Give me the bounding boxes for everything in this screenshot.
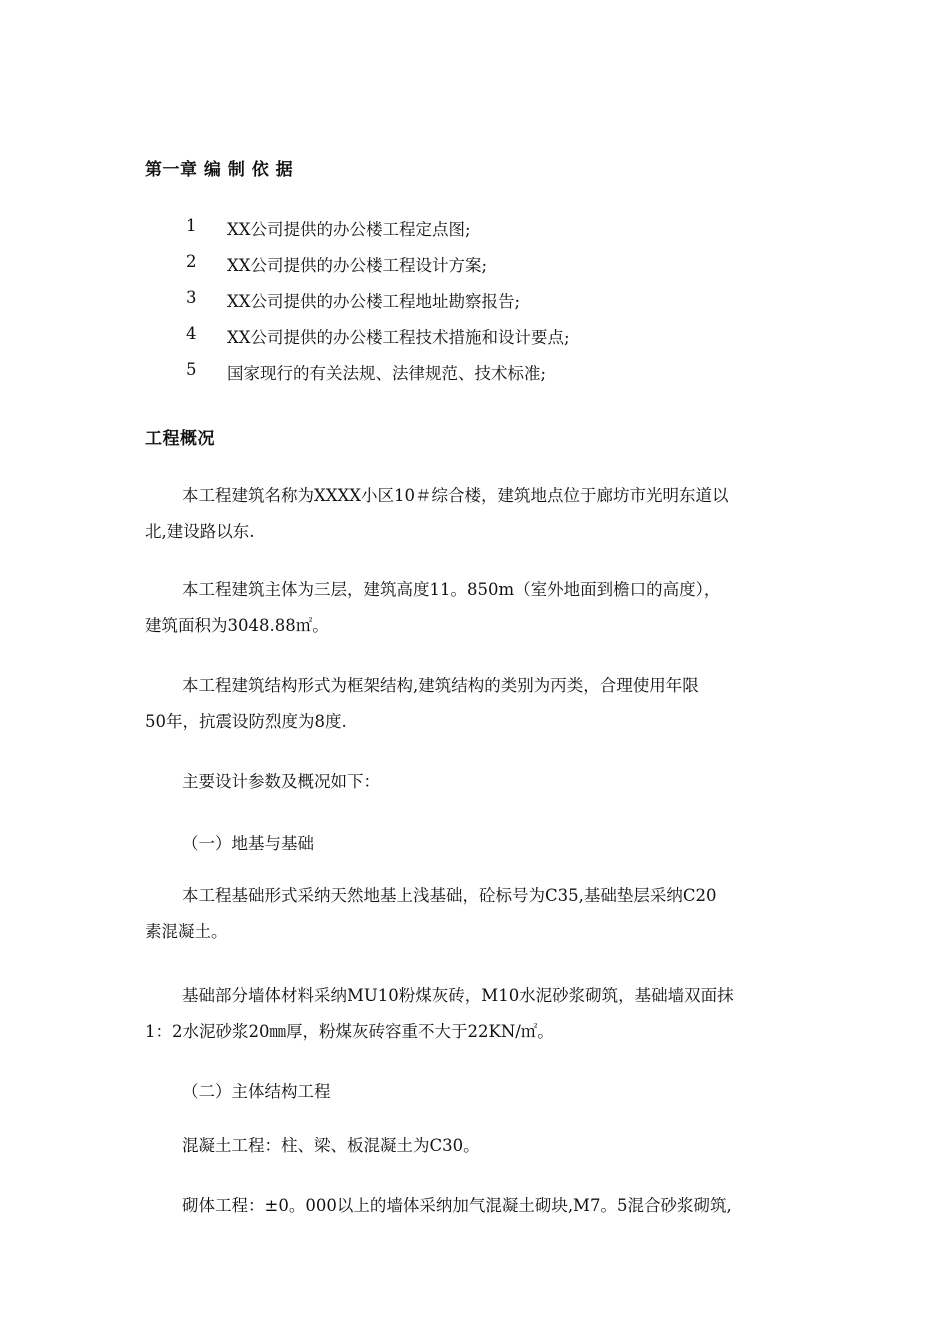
list-item-text: XX公司提供的办公楼工程技术措施和设计要点; [227,328,570,347]
paragraph-line: 本工程建筑名称为XXXX小区10＃综合楼，建筑地点位于廊坊市光明东道以 [182,486,729,505]
paragraph-structure-type [145,668,815,740]
paragraph-line: 本工程建筑主体为三层，建筑高度11。850m（室外地面到檐口的高度）， [182,580,721,599]
subsection-main-structure-heading: （二）主体结构工程 [182,1082,331,1101]
chapter-heading: 第一章 编 制 依 据 [145,160,294,180]
list-item-number: 3 [186,288,197,307]
paragraph-line: 建筑面积为3048.88㎡。 [145,616,329,635]
list-item-number: 1 [186,216,197,235]
list-item [186,288,520,312]
list-item-number: 2 [186,252,197,271]
list-item-number: 4 [186,324,197,343]
list-item [186,252,487,276]
list-item [186,360,546,384]
paragraph-line: 50年，抗震设防烈度为8度. [145,712,347,731]
paragraph-line: 北,建设路以东. [145,522,255,541]
list-item-text: 国家现行的有关法规、法律规范、技术标准; [227,364,547,383]
list-item-number: 5 [186,360,197,379]
paragraph-masonry [145,1188,815,1224]
paragraph-line: 1：2水泥砂浆20㎜厚，粉煤灰砖容重不大于22KN/㎡。 [145,1022,554,1041]
paragraph-line: 本工程基础形式采纳天然地基上浅基础，砼标号为C35,基础垫层采纳C20 [182,886,717,905]
overview-heading: 工程概况 [145,429,215,449]
paragraph-line: 素混凝土。 [145,922,228,941]
paragraph-building-size [145,572,815,644]
paragraph-concrete [145,1128,815,1164]
paragraph-line: 砌体工程：±0。000以上的墙体采纳加气混凝土砌块,M7。5混合砂浆砌筑, [182,1196,732,1215]
paragraph-line: 本工程建筑结构形式为框架结构,建筑结构的类别为丙类，合理使用年限 [182,676,699,695]
list-item-text: XX公司提供的办公楼工程地址勘察报告; [227,292,521,311]
paragraph-foundation-form [145,878,815,950]
paragraph-foundation-walls [145,978,815,1050]
list-item-text: XX公司提供的办公楼工程定点图; [227,220,471,239]
list-item [186,216,471,240]
paragraph-parameters-intro [145,764,815,800]
paragraph-line: 基础部分墙体材料采纳MU10粉煤灰砖，M10水泥砂浆砌筑，基础墙双面抹 [182,986,734,1005]
list-item [186,324,570,348]
paragraph-line: 主要设计参数及概况如下： [182,772,380,791]
subsection-foundation-heading: （一）地基与基础 [182,834,314,853]
paragraph-project-name [145,478,815,550]
list-item-text: XX公司提供的办公楼工程设计方案; [227,256,488,275]
paragraph-line: 混凝土工程：柱、梁、板混凝土为C30。 [182,1136,480,1155]
